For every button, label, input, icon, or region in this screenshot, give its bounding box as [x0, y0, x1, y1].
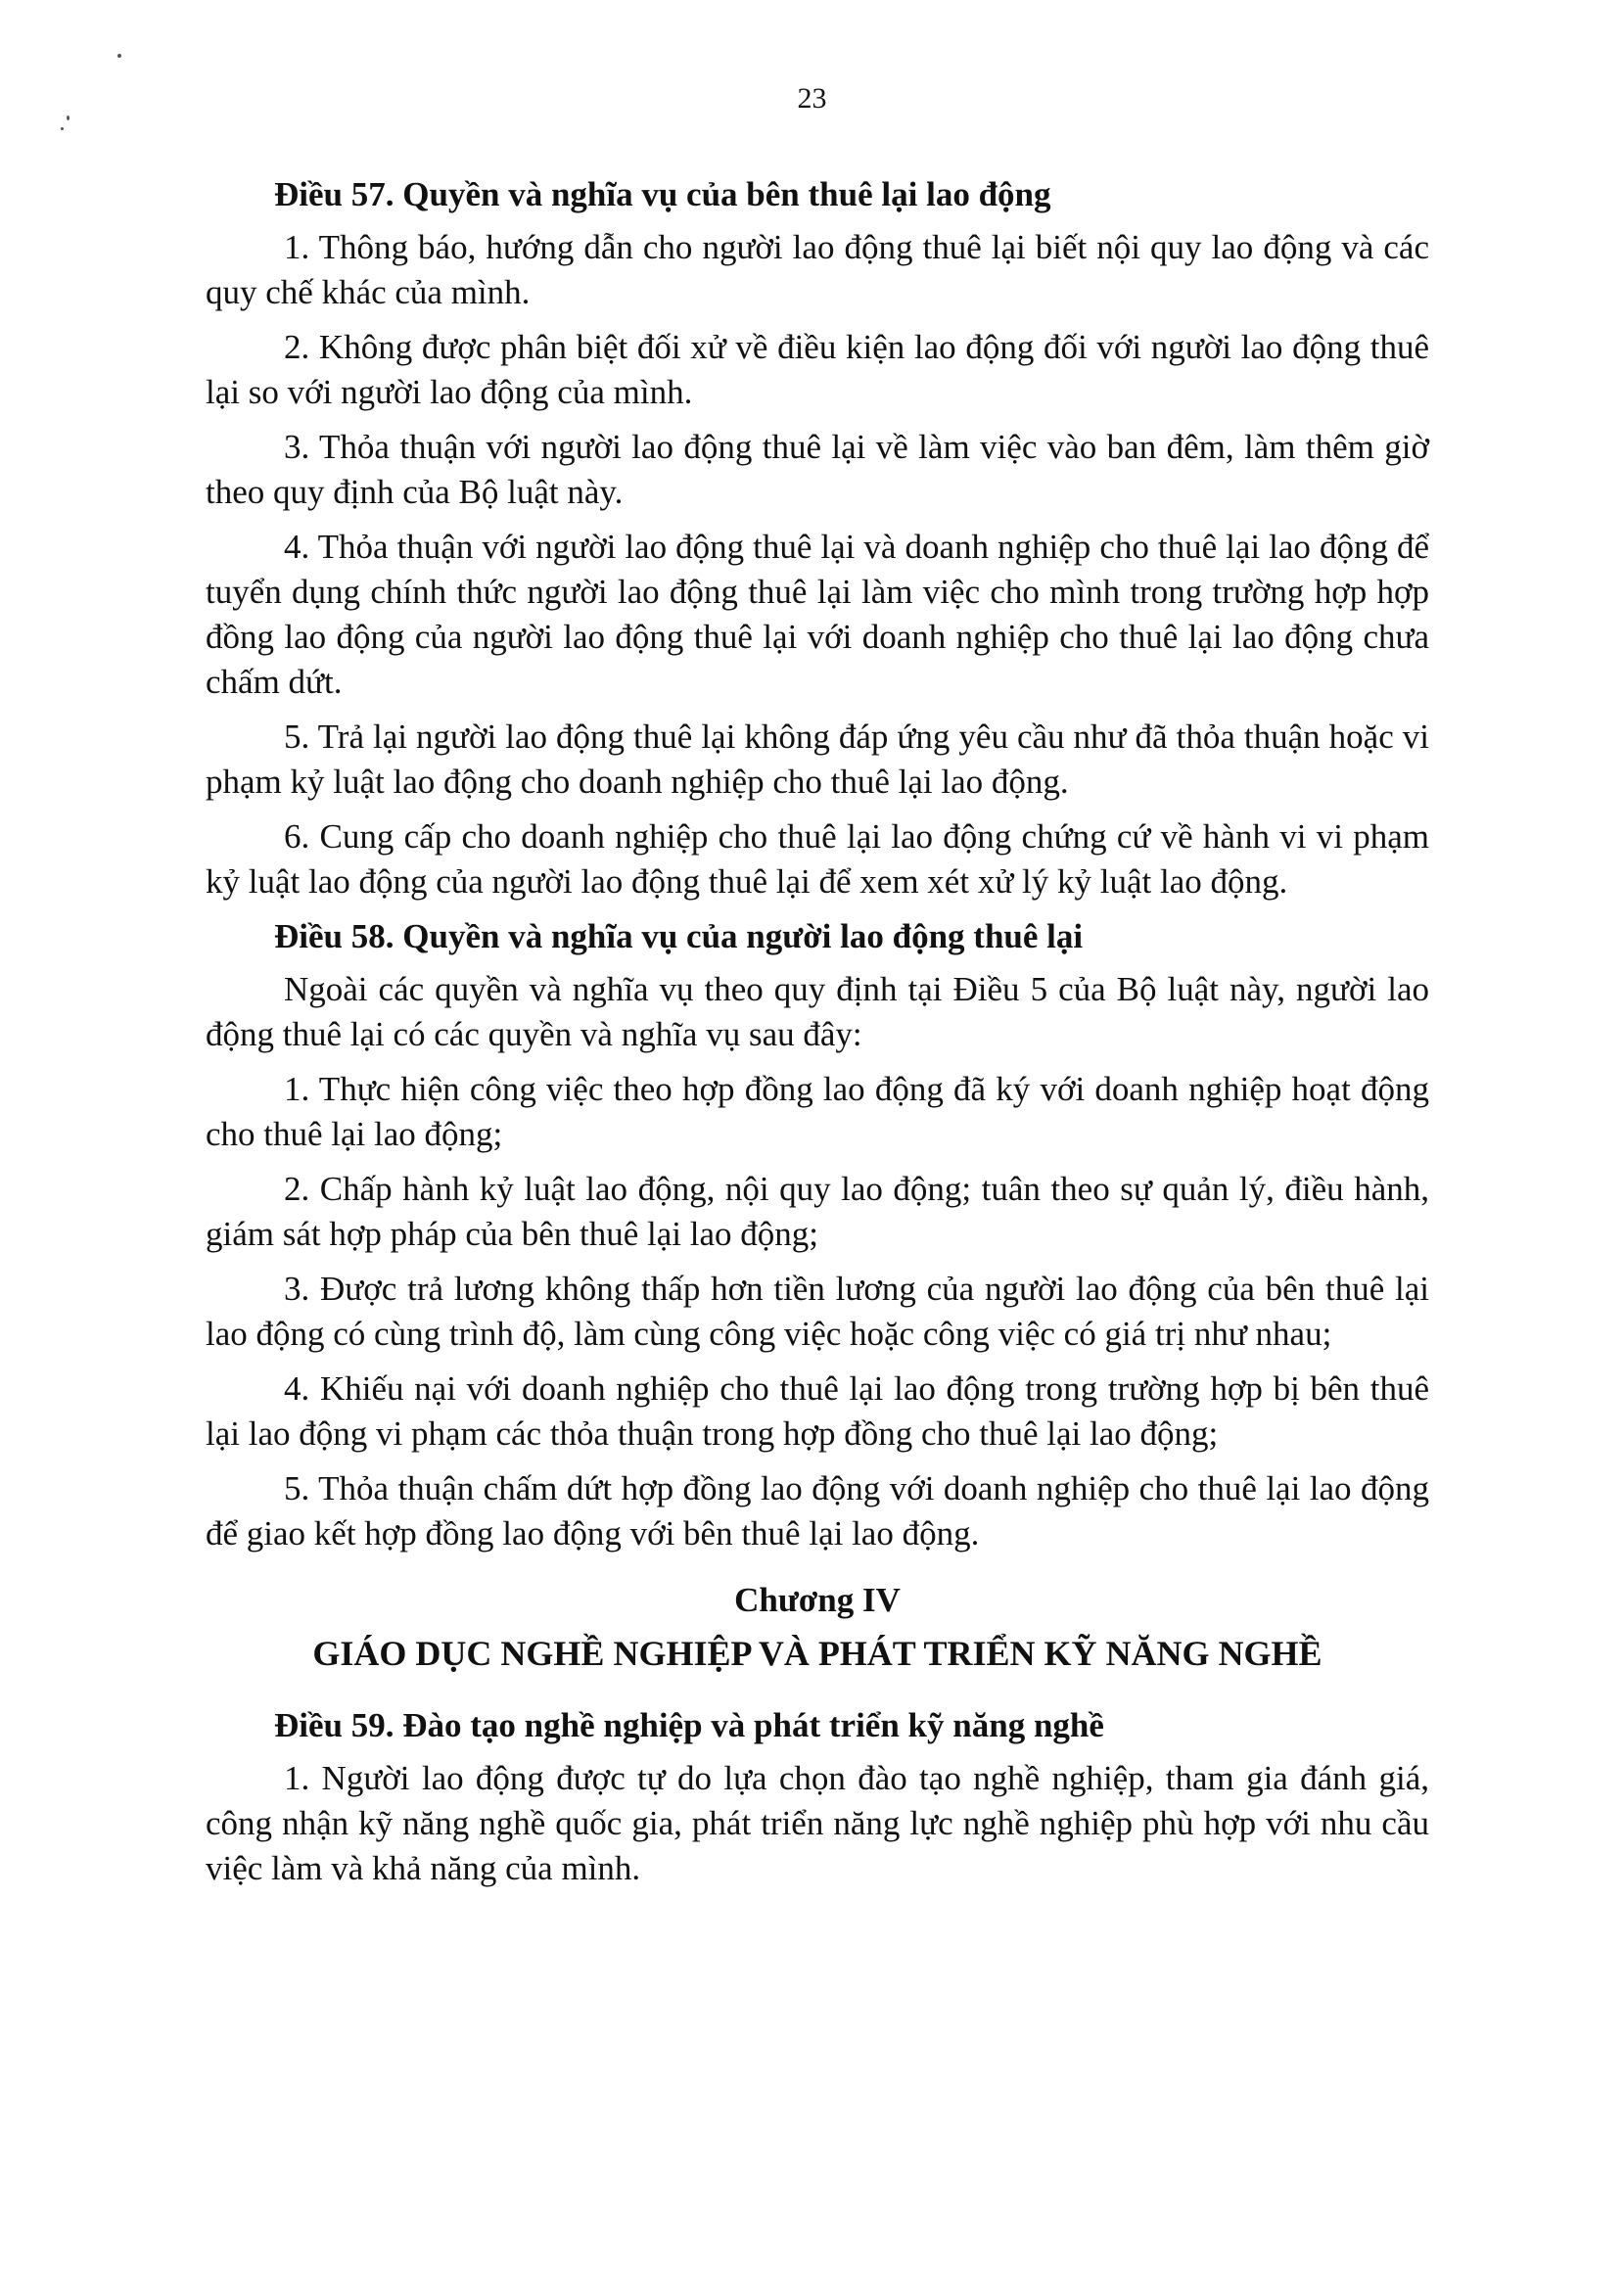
- article-57-item: 6. Cung cấp cho doanh nghiệp cho thuê lại lao động chứng cứ về hành vi vi phạm kỷ luật lao động của người lao động thuê lại để xem xét xử lý kỷ luật lao động.: [206, 817, 1429, 901]
- scan-speck: [61, 127, 64, 130]
- chapter-label: Chương IV: [734, 1581, 901, 1619]
- document-body: [206, 164, 1429, 1901]
- scan-speck: [67, 116, 70, 120]
- article-58-heading: Điều 58. Quyền và nghĩa vụ của người lao động thuê lại: [274, 917, 1084, 955]
- article-57-item: 4. Thỏa thuận với người lao động thuê lại và doanh nghiệp cho thuê lại lao động để tuyển dụng chính thức người lao động thuê lại làm việc cho mình trong trường hợp hợp đồng lao động của người lao động thuê lại với doanh nghiệp cho thuê lại lao động chưa chấm dứt.: [206, 528, 1429, 701]
- article-59-item: 1. Người lao động được tự do lựa chọn đào tạo nghề nghiệp, tham gia đánh giá, công nhận kỹ năng nghề quốc gia, phát triển năng lực nghề nghiệp phù hợp với nhu cầu việc làm và khả năng của mình.: [206, 1759, 1429, 1887]
- article-58-item: 3. Được trả lương không thấp hơn tiền lương của người lao động của bên thuê lại lao động có cùng trình độ, làm cùng công việc hoặc công việc có giá trị như nhau;: [206, 1270, 1429, 1353]
- chapter-title: GIÁO DỤC NGHỀ NGHIỆP VÀ PHÁT TRIỂN KỸ NĂNG NGHỀ: [312, 1634, 1322, 1673]
- article-58-intro: Ngoài các quyền và nghĩa vụ theo quy định tại Điều 5 của Bộ luật này, người lao động thuê lại có các quyền và nghĩa vụ sau đây:: [206, 970, 1429, 1053]
- article-58-item: 4. Khiếu nại với doanh nghiệp cho thuê lại lao động trong trường hợp bị bên thuê lại lao động vi phạm các thỏa thuận trong hợp đồng cho thuê lại lao động;: [206, 1369, 1429, 1453]
- article-57-item: 2. Không được phân biệt đối xử về điều kiện lao động đối với người lao động thuê lại so với người lao động của mình.: [206, 328, 1429, 411]
- scan-speck: [117, 54, 121, 58]
- article-57-item: 1. Thông báo, hướng dẫn cho người lao động thuê lại biết nội quy lao động và các quy chế khác của mình.: [206, 228, 1429, 311]
- article-57-item: 5. Trả lại người lao động thuê lại không đáp ứng yêu cầu như đã thỏa thuận hoặc vi phạm kỷ luật lao động cho doanh nghiệp cho thuê lại lao động.: [206, 718, 1429, 801]
- article-57-heading: Điều 57. Quyền và nghĩa vụ của bên thuê lại lao động: [274, 175, 1051, 213]
- article-59-heading: Điều 59. Đào tạo nghề nghiệp và phát triển kỹ năng nghề: [274, 1706, 1104, 1744]
- article-58-item: 2. Chấp hành kỷ luật lao động, nội quy lao động; tuân theo sự quản lý, điều hành, giám sát hợp pháp của bên thuê lại lao động;: [206, 1170, 1429, 1253]
- article-58-item: 1. Thực hiện công việc theo hợp đồng lao động đã ký với doanh nghiệp hoạt động cho thuê lại lao động;: [206, 1070, 1429, 1153]
- page-number: 23: [797, 82, 827, 115]
- article-58-item: 5. Thỏa thuận chấm dứt hợp đồng lao động với doanh nghiệp cho thuê lại lao động để giao kết hợp đồng lao động với bên thuê lại lao động.: [206, 1469, 1429, 1553]
- article-57-item: 3. Thỏa thuận với người lao động thuê lại về làm việc vào ban đêm, làm thêm giờ theo quy định của Bộ luật này.: [206, 428, 1429, 511]
